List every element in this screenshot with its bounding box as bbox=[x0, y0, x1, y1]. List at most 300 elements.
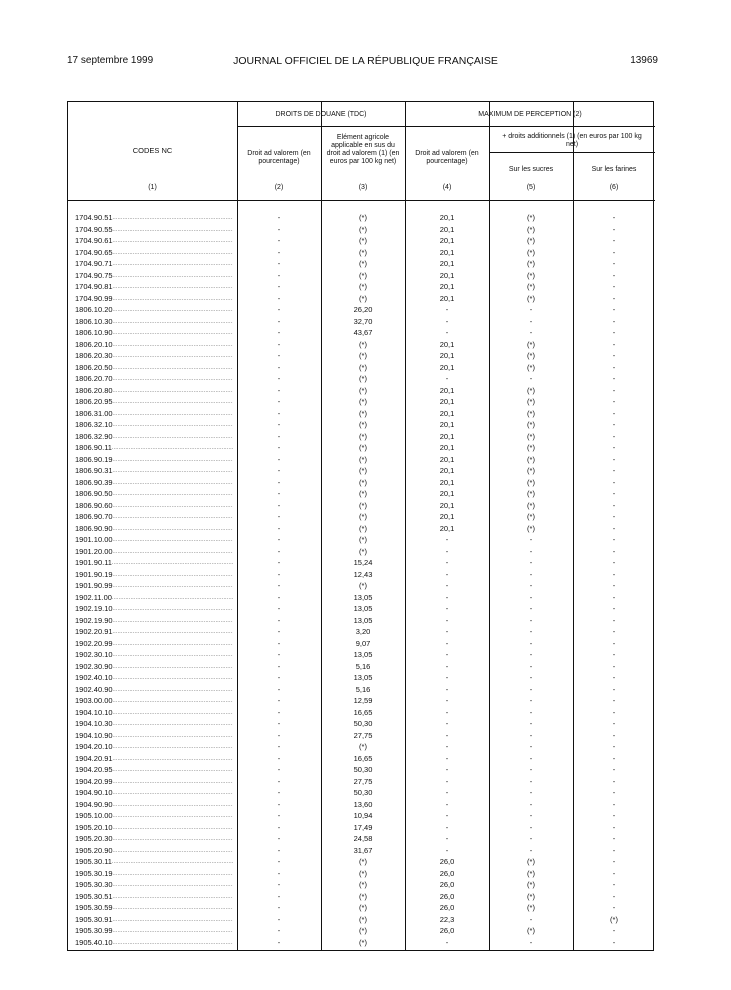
cell-max-droit-ad-valorem: 20,1 bbox=[439, 420, 455, 429]
cell-max-droit-ad-valorem: - bbox=[445, 822, 449, 832]
header-rule bbox=[237, 126, 655, 127]
cell-max-droit-ad-valorem: - bbox=[445, 569, 449, 579]
cell-droit-ad-valorem: - bbox=[277, 673, 281, 682]
cell-droit-ad-valorem: - bbox=[277, 765, 281, 774]
cell-sur-les-farines: - bbox=[612, 512, 616, 521]
cell-element-agricole: (*) bbox=[359, 535, 367, 544]
table-row bbox=[68, 856, 653, 868]
cell-code: 1904.10.30 ..... bbox=[75, 718, 233, 731]
cell-code: 1902.20.91 ..... bbox=[75, 626, 233, 639]
table-row bbox=[68, 649, 653, 661]
table-row bbox=[68, 373, 653, 385]
cell-code: 1704.90.81 ..... bbox=[75, 281, 233, 294]
table-row bbox=[68, 442, 653, 454]
cell-element-agricole: 10,94 bbox=[353, 811, 373, 820]
cell-code: 1904.20.95 ..... bbox=[75, 764, 233, 777]
table-row bbox=[68, 626, 653, 638]
cell-sur-les-sucres: (*) bbox=[527, 420, 535, 429]
cell-sur-les-sucres: (*) bbox=[527, 489, 535, 498]
cell-max-droit-ad-valorem: 20,1 bbox=[439, 385, 455, 395]
cell-element-agricole: 50,30 bbox=[353, 788, 373, 797]
cell-sur-les-sucres: - bbox=[529, 650, 533, 659]
cell-sur-les-farines: - bbox=[612, 259, 616, 268]
cell-sur-les-farines: - bbox=[612, 788, 616, 797]
table-row bbox=[68, 534, 653, 546]
cell-sur-les-farines: - bbox=[612, 489, 616, 498]
cell-code: 1806.90.31 ..... bbox=[75, 465, 233, 478]
cell-droit-ad-valorem: - bbox=[277, 891, 281, 901]
cell-sur-les-farines: - bbox=[612, 224, 616, 234]
cell-code: 1902.40.10 ..... bbox=[75, 672, 233, 685]
cell-sur-les-farines: - bbox=[612, 604, 616, 613]
cell-sur-les-sucres: - bbox=[529, 305, 533, 314]
cell-max-droit-ad-valorem: 26,0 bbox=[439, 857, 455, 866]
table-row bbox=[68, 741, 653, 753]
table-row bbox=[68, 810, 653, 822]
cell-sur-les-sucres: - bbox=[529, 673, 533, 682]
cell-sur-les-farines: - bbox=[612, 627, 616, 636]
cell-max-droit-ad-valorem: - bbox=[445, 581, 449, 590]
cell-sur-les-sucres: (*) bbox=[527, 454, 535, 464]
cell-element-agricole: (*) bbox=[359, 385, 367, 395]
cell-max-droit-ad-valorem: - bbox=[445, 719, 449, 728]
table-row bbox=[68, 776, 653, 788]
cell-droit-ad-valorem: - bbox=[277, 730, 281, 740]
cell-sur-les-sucres: - bbox=[529, 604, 533, 613]
header-rule bbox=[489, 152, 655, 153]
cell-max-droit-ad-valorem: - bbox=[445, 742, 449, 751]
cell-max-droit-ad-valorem: - bbox=[445, 305, 449, 314]
cell-max-droit-ad-valorem: 20,1 bbox=[439, 431, 455, 441]
cell-element-agricole: (*) bbox=[359, 397, 367, 406]
cell-element-agricole: (*) bbox=[359, 512, 367, 521]
table-row bbox=[68, 822, 653, 834]
cell-element-agricole: (*) bbox=[359, 857, 367, 866]
cell-sur-les-sucres: (*) bbox=[527, 431, 535, 441]
cell-droit-ad-valorem: - bbox=[277, 270, 281, 280]
table-row bbox=[68, 695, 653, 707]
table-row bbox=[68, 937, 653, 949]
cell-droit-ad-valorem: - bbox=[277, 569, 281, 579]
cell-max-droit-ad-valorem: - bbox=[445, 788, 449, 797]
cell-max-droit-ad-valorem: 26,0 bbox=[439, 880, 455, 889]
cell-sur-les-sucres: (*) bbox=[527, 397, 535, 406]
cell-sur-les-sucres: - bbox=[529, 592, 533, 602]
cell-max-droit-ad-valorem: - bbox=[445, 696, 449, 705]
cell-max-droit-ad-valorem: - bbox=[445, 834, 449, 843]
cell-sur-les-farines: - bbox=[612, 443, 616, 452]
cell-sur-les-farines: - bbox=[612, 696, 616, 705]
cell-element-agricole: (*) bbox=[359, 523, 367, 533]
cell-sur-les-farines: - bbox=[612, 523, 616, 533]
cell-sur-les-sucres: (*) bbox=[527, 868, 535, 878]
cell-sur-les-sucres: (*) bbox=[527, 500, 535, 510]
cell-element-agricole: 32,70 bbox=[353, 316, 373, 326]
cell-droit-ad-valorem: - bbox=[277, 937, 281, 947]
table-row bbox=[68, 350, 653, 362]
cell-sur-les-sucres: (*) bbox=[527, 385, 535, 395]
cell-sur-les-sucres: (*) bbox=[527, 213, 535, 222]
cell-droit-ad-valorem: - bbox=[277, 638, 281, 648]
header-maximum-perception: MAXIMUM DE PERCEPTION (2) bbox=[478, 111, 582, 118]
cell-code: 1902.30.10 ..... bbox=[75, 649, 233, 662]
cell-code: 1904.10.90 ..... bbox=[75, 730, 233, 743]
table-row bbox=[68, 879, 653, 891]
cell-element-agricole: (*) bbox=[359, 477, 367, 487]
cell-sur-les-farines: - bbox=[612, 351, 616, 360]
table-row bbox=[68, 212, 653, 224]
cell-max-droit-ad-valorem: - bbox=[445, 316, 449, 326]
cell-code: 1905.40.10 ..... bbox=[75, 937, 233, 950]
table-row bbox=[68, 557, 653, 569]
cell-element-agricole: 13,60 bbox=[353, 799, 373, 809]
cell-sur-les-sucres: - bbox=[529, 684, 533, 694]
cell-sur-les-sucres: - bbox=[529, 627, 533, 636]
table-row bbox=[68, 661, 653, 673]
cell-droit-ad-valorem: - bbox=[277, 362, 281, 372]
cell-max-droit-ad-valorem: 20,1 bbox=[439, 282, 455, 291]
cell-code: 1806.31.00 ..... bbox=[75, 408, 233, 421]
cell-sur-les-farines: - bbox=[612, 270, 616, 280]
cell-code: 1902.11.00 ..... bbox=[75, 592, 233, 605]
cell-sur-les-farines: - bbox=[612, 282, 616, 291]
table-row bbox=[68, 258, 653, 270]
cell-droit-ad-valorem: - bbox=[277, 523, 281, 533]
cell-sur-les-sucres: - bbox=[529, 845, 533, 855]
table-row bbox=[68, 362, 653, 374]
cell-element-agricole: (*) bbox=[359, 581, 367, 590]
cell-element-agricole: (*) bbox=[359, 259, 367, 268]
cell-droit-ad-valorem: - bbox=[277, 385, 281, 395]
header-droits-douane: DROITS DE DOUANE (TDC) bbox=[275, 111, 367, 118]
cell-max-droit-ad-valorem: 20,1 bbox=[439, 351, 455, 360]
cell-code: 1902.19.10 ..... bbox=[75, 603, 233, 616]
cell-max-droit-ad-valorem: 26,0 bbox=[439, 926, 455, 935]
cell-max-droit-ad-valorem: 22,3 bbox=[439, 914, 455, 924]
cell-sur-les-sucres: - bbox=[529, 914, 533, 924]
cell-sur-les-farines: - bbox=[612, 811, 616, 820]
cell-element-agricole: 3,20 bbox=[355, 627, 371, 636]
cell-sur-les-sucres: - bbox=[529, 753, 533, 763]
cell-sur-les-farines: - bbox=[612, 661, 616, 671]
cell-element-agricole: 5,16 bbox=[355, 684, 371, 694]
cell-code: 1806.90.70 ..... bbox=[75, 511, 233, 524]
cell-sur-les-sucres: (*) bbox=[527, 891, 535, 901]
cell-max-droit-ad-valorem: 20,1 bbox=[439, 500, 455, 510]
cell-element-agricole: (*) bbox=[359, 926, 367, 935]
cell-droit-ad-valorem: - bbox=[277, 328, 281, 337]
cell-droit-ad-valorem: - bbox=[277, 282, 281, 291]
cell-sur-les-farines: - bbox=[612, 316, 616, 326]
cell-element-agricole: (*) bbox=[359, 293, 367, 303]
table-row bbox=[68, 247, 653, 259]
cell-sur-les-farines: - bbox=[612, 328, 616, 337]
table-row bbox=[68, 718, 653, 730]
cell-code: 1806.90.11 ..... bbox=[75, 442, 233, 455]
cell-sur-les-farines: - bbox=[612, 880, 616, 889]
cell-droit-ad-valorem: - bbox=[277, 500, 281, 510]
cell-droit-ad-valorem: - bbox=[277, 857, 281, 866]
cell-code: 1806.10.30 ..... bbox=[75, 316, 233, 329]
cell-sur-les-farines: - bbox=[612, 454, 616, 464]
cell-droit-ad-valorem: - bbox=[277, 845, 281, 855]
cell-sur-les-farines: - bbox=[612, 374, 616, 383]
cell-droit-ad-valorem: - bbox=[277, 454, 281, 464]
cell-code: 1704.90.61 ..... bbox=[75, 235, 233, 248]
cell-droit-ad-valorem: - bbox=[277, 293, 281, 303]
table-row bbox=[68, 465, 653, 477]
table-row bbox=[68, 833, 653, 845]
cell-droit-ad-valorem: - bbox=[277, 305, 281, 314]
cell-sur-les-sucres: (*) bbox=[527, 443, 535, 452]
cell-element-agricole: 50,30 bbox=[353, 719, 373, 728]
cell-code: 1904.90.90 ..... bbox=[75, 799, 233, 812]
cell-element-agricole: 31,67 bbox=[353, 845, 373, 855]
cell-sur-les-farines: - bbox=[612, 581, 616, 590]
col-number-2: (2) bbox=[274, 184, 284, 191]
cell-droit-ad-valorem: - bbox=[277, 420, 281, 429]
cell-sur-les-farines: - bbox=[612, 845, 616, 855]
cell-code: 1806.10.20 ..... bbox=[75, 304, 233, 317]
cell-sur-les-farines: - bbox=[612, 891, 616, 901]
cell-sur-les-farines: - bbox=[612, 926, 616, 935]
cell-sur-les-sucres: - bbox=[529, 788, 533, 797]
cell-element-agricole: (*) bbox=[359, 903, 367, 912]
cell-max-droit-ad-valorem: 20,1 bbox=[439, 523, 455, 533]
col-number-3: (3) bbox=[358, 184, 368, 191]
cell-sur-les-farines: - bbox=[612, 408, 616, 418]
cell-droit-ad-valorem: - bbox=[277, 776, 281, 786]
cell-sur-les-sucres: - bbox=[529, 638, 533, 648]
header-col6: Sur les farines bbox=[591, 166, 637, 173]
cell-sur-les-sucres: - bbox=[529, 569, 533, 579]
cell-code: 1806.90.50 ..... bbox=[75, 488, 233, 501]
table-row bbox=[68, 753, 653, 765]
cell-code: 1704.90.71 ..... bbox=[75, 258, 233, 271]
cell-sur-les-sucres: (*) bbox=[527, 259, 535, 268]
cell-element-agricole: 13,05 bbox=[353, 650, 373, 659]
cell-droit-ad-valorem: - bbox=[277, 247, 281, 257]
cell-droit-ad-valorem: - bbox=[277, 615, 281, 625]
cell-droit-ad-valorem: - bbox=[277, 719, 281, 728]
cell-droit-ad-valorem: - bbox=[277, 753, 281, 763]
cell-droit-ad-valorem: - bbox=[277, 443, 281, 452]
cell-droit-ad-valorem: - bbox=[277, 650, 281, 659]
cell-sur-les-farines: - bbox=[612, 719, 616, 728]
cell-element-agricole: (*) bbox=[359, 891, 367, 901]
table-row bbox=[68, 615, 653, 627]
cell-max-droit-ad-valorem: 26,0 bbox=[439, 891, 455, 901]
cell-sur-les-sucres: - bbox=[529, 811, 533, 820]
table-row bbox=[68, 580, 653, 592]
cell-sur-les-farines: (*) bbox=[610, 914, 618, 924]
cell-sur-les-farines: - bbox=[612, 799, 616, 809]
cell-sur-les-sucres: - bbox=[529, 707, 533, 717]
cell-max-droit-ad-valorem: - bbox=[445, 615, 449, 625]
cell-code: 1704.90.55 ..... bbox=[75, 224, 233, 237]
table-row bbox=[68, 902, 653, 914]
cell-sur-les-sucres: - bbox=[529, 719, 533, 728]
cell-sur-les-farines: - bbox=[612, 466, 616, 475]
cell-sur-les-farines: - bbox=[612, 730, 616, 740]
cell-code: 1901.20.00 ..... bbox=[75, 546, 233, 559]
table-row bbox=[68, 672, 653, 684]
cell-sur-les-sucres: - bbox=[529, 316, 533, 326]
cell-max-droit-ad-valorem: - bbox=[445, 684, 449, 694]
table-row bbox=[68, 293, 653, 305]
cell-code: 1904.10.10 ..... bbox=[75, 707, 233, 720]
col-number-1: (1) bbox=[148, 184, 157, 191]
cell-sur-les-sucres: (*) bbox=[527, 351, 535, 360]
cell-code: 1905.30.59 ..... bbox=[75, 902, 233, 915]
cell-droit-ad-valorem: - bbox=[277, 661, 281, 671]
cell-droit-ad-valorem: - bbox=[277, 914, 281, 924]
cell-droit-ad-valorem: - bbox=[277, 581, 281, 590]
table-row bbox=[68, 419, 653, 431]
cell-element-agricole: (*) bbox=[359, 236, 367, 245]
cell-sur-les-farines: - bbox=[612, 385, 616, 395]
cell-droit-ad-valorem: - bbox=[277, 431, 281, 441]
cell-max-droit-ad-valorem: 20,1 bbox=[439, 293, 455, 303]
cell-code: 1806.20.30 ..... bbox=[75, 350, 233, 363]
cell-element-agricole: (*) bbox=[359, 213, 367, 222]
cell-max-droit-ad-valorem: 20,1 bbox=[439, 408, 455, 418]
cell-droit-ad-valorem: - bbox=[277, 512, 281, 521]
header-page-number: 13969 bbox=[630, 55, 658, 66]
cell-droit-ad-valorem: - bbox=[277, 489, 281, 498]
cell-sur-les-farines: - bbox=[612, 650, 616, 659]
cell-sur-les-sucres: (*) bbox=[527, 247, 535, 257]
header-col2: Droit ad valorem (en pourcentage) bbox=[247, 150, 311, 165]
cell-code: 1905.20.90 ..... bbox=[75, 845, 233, 858]
table-row bbox=[68, 707, 653, 719]
cell-sur-les-sucres: - bbox=[529, 581, 533, 590]
cell-droit-ad-valorem: - bbox=[277, 926, 281, 935]
tariff-table bbox=[67, 101, 654, 951]
cell-element-agricole: 16,65 bbox=[353, 707, 373, 717]
cell-sur-les-farines: - bbox=[612, 673, 616, 682]
cell-element-agricole: (*) bbox=[359, 374, 367, 383]
cell-max-droit-ad-valorem: - bbox=[445, 638, 449, 648]
cell-droit-ad-valorem: - bbox=[277, 339, 281, 349]
cell-element-agricole: 12,59 bbox=[353, 696, 373, 705]
cell-element-agricole: 26,20 bbox=[353, 305, 373, 314]
cell-sur-les-farines: - bbox=[612, 868, 616, 878]
table-row bbox=[68, 569, 653, 581]
cell-code: 1901.10.00 ..... bbox=[75, 534, 233, 547]
cell-sur-les-sucres: (*) bbox=[527, 477, 535, 487]
cell-sur-les-farines: - bbox=[612, 546, 616, 556]
cell-sur-les-sucres: (*) bbox=[527, 903, 535, 912]
col-number-5: (5) bbox=[526, 184, 536, 191]
cell-element-agricole: 9,07 bbox=[355, 638, 371, 648]
cell-droit-ad-valorem: - bbox=[277, 259, 281, 268]
cell-max-droit-ad-valorem: 20,1 bbox=[439, 397, 455, 406]
cell-code: 1904.90.10 ..... bbox=[75, 787, 233, 800]
cell-max-droit-ad-valorem: 26,0 bbox=[439, 868, 455, 878]
cell-element-agricole: (*) bbox=[359, 868, 367, 878]
col-number-4: (4) bbox=[442, 184, 452, 191]
table-row bbox=[68, 270, 653, 282]
cell-code: 1905.20.10 ..... bbox=[75, 822, 233, 835]
cell-droit-ad-valorem: - bbox=[277, 834, 281, 843]
header-col3: Elément agricole applicable en sus du droit ad valorem (1) (en euros par 100 kg net) bbox=[326, 134, 400, 165]
cell-droit-ad-valorem: - bbox=[277, 466, 281, 475]
cell-element-agricole: (*) bbox=[359, 420, 367, 429]
cell-sur-les-farines: - bbox=[612, 535, 616, 544]
cell-code: 1806.32.10 ..... bbox=[75, 419, 233, 432]
cell-droit-ad-valorem: - bbox=[277, 604, 281, 613]
table-row bbox=[68, 684, 653, 696]
cell-code: 1806.20.95 ..... bbox=[75, 396, 233, 409]
table-row bbox=[68, 235, 653, 247]
cell-max-droit-ad-valorem: - bbox=[445, 811, 449, 820]
cell-code: 1905.30.51 ..... bbox=[75, 891, 233, 904]
cell-max-droit-ad-valorem: 20,1 bbox=[439, 489, 455, 498]
cell-sur-les-farines: - bbox=[612, 903, 616, 912]
table-row bbox=[68, 511, 653, 523]
table-row bbox=[68, 603, 653, 615]
cell-max-droit-ad-valorem: - bbox=[445, 753, 449, 763]
cell-sur-les-sucres: (*) bbox=[527, 270, 535, 280]
cell-droit-ad-valorem: - bbox=[277, 408, 281, 418]
table-row bbox=[68, 638, 653, 650]
cell-droit-ad-valorem: - bbox=[277, 742, 281, 751]
cell-sur-les-sucres: - bbox=[529, 696, 533, 705]
table-row bbox=[68, 592, 653, 604]
table-row bbox=[68, 224, 653, 236]
cell-max-droit-ad-valorem: - bbox=[445, 776, 449, 786]
cell-sur-les-farines: - bbox=[612, 236, 616, 245]
cell-element-agricole: 24,58 bbox=[353, 834, 373, 843]
cell-element-agricole: 13,05 bbox=[353, 604, 373, 613]
header-journal-title: JOURNAL OFFICIEL DE LA RÉPUBLIQUE FRANÇAISE bbox=[233, 55, 498, 67]
cell-max-droit-ad-valorem: - bbox=[445, 799, 449, 809]
cell-droit-ad-valorem: - bbox=[277, 397, 281, 406]
cell-sur-les-sucres: - bbox=[529, 776, 533, 786]
cell-sur-les-farines: - bbox=[612, 592, 616, 602]
cell-element-agricole: (*) bbox=[359, 270, 367, 280]
cell-max-droit-ad-valorem: 20,1 bbox=[439, 259, 455, 268]
cell-sur-les-farines: - bbox=[612, 638, 616, 648]
cell-code: 1806.20.70 ..... bbox=[75, 373, 233, 386]
cell-max-droit-ad-valorem: 20,1 bbox=[439, 454, 455, 464]
cell-element-agricole: (*) bbox=[359, 408, 367, 418]
table-row bbox=[68, 327, 653, 339]
cell-sur-les-farines: - bbox=[612, 431, 616, 441]
table-row bbox=[68, 845, 653, 857]
cell-element-agricole: (*) bbox=[359, 500, 367, 510]
cell-code: 1806.20.50 ..... bbox=[75, 362, 233, 375]
cell-sur-les-farines: - bbox=[612, 247, 616, 257]
cell-code: 1905.30.19 ..... bbox=[75, 868, 233, 881]
cell-sur-les-farines: - bbox=[612, 213, 616, 222]
cell-sur-les-farines: - bbox=[612, 765, 616, 774]
cell-sur-les-sucres: - bbox=[529, 822, 533, 832]
cell-code: 1905.10.00 ..... bbox=[75, 810, 233, 823]
cell-max-droit-ad-valorem: - bbox=[445, 627, 449, 636]
cell-sur-les-farines: - bbox=[612, 707, 616, 717]
cell-element-agricole: (*) bbox=[359, 880, 367, 889]
cell-element-agricole: (*) bbox=[359, 431, 367, 441]
cell-max-droit-ad-valorem: 20,1 bbox=[439, 224, 455, 234]
header-date: 17 septembre 1999 bbox=[67, 55, 154, 66]
cell-droit-ad-valorem: - bbox=[277, 822, 281, 832]
cell-element-agricole: 13,05 bbox=[353, 673, 373, 682]
cell-sur-les-sucres: - bbox=[529, 730, 533, 740]
cell-element-agricole: (*) bbox=[359, 454, 367, 464]
cell-droit-ad-valorem: - bbox=[277, 707, 281, 717]
